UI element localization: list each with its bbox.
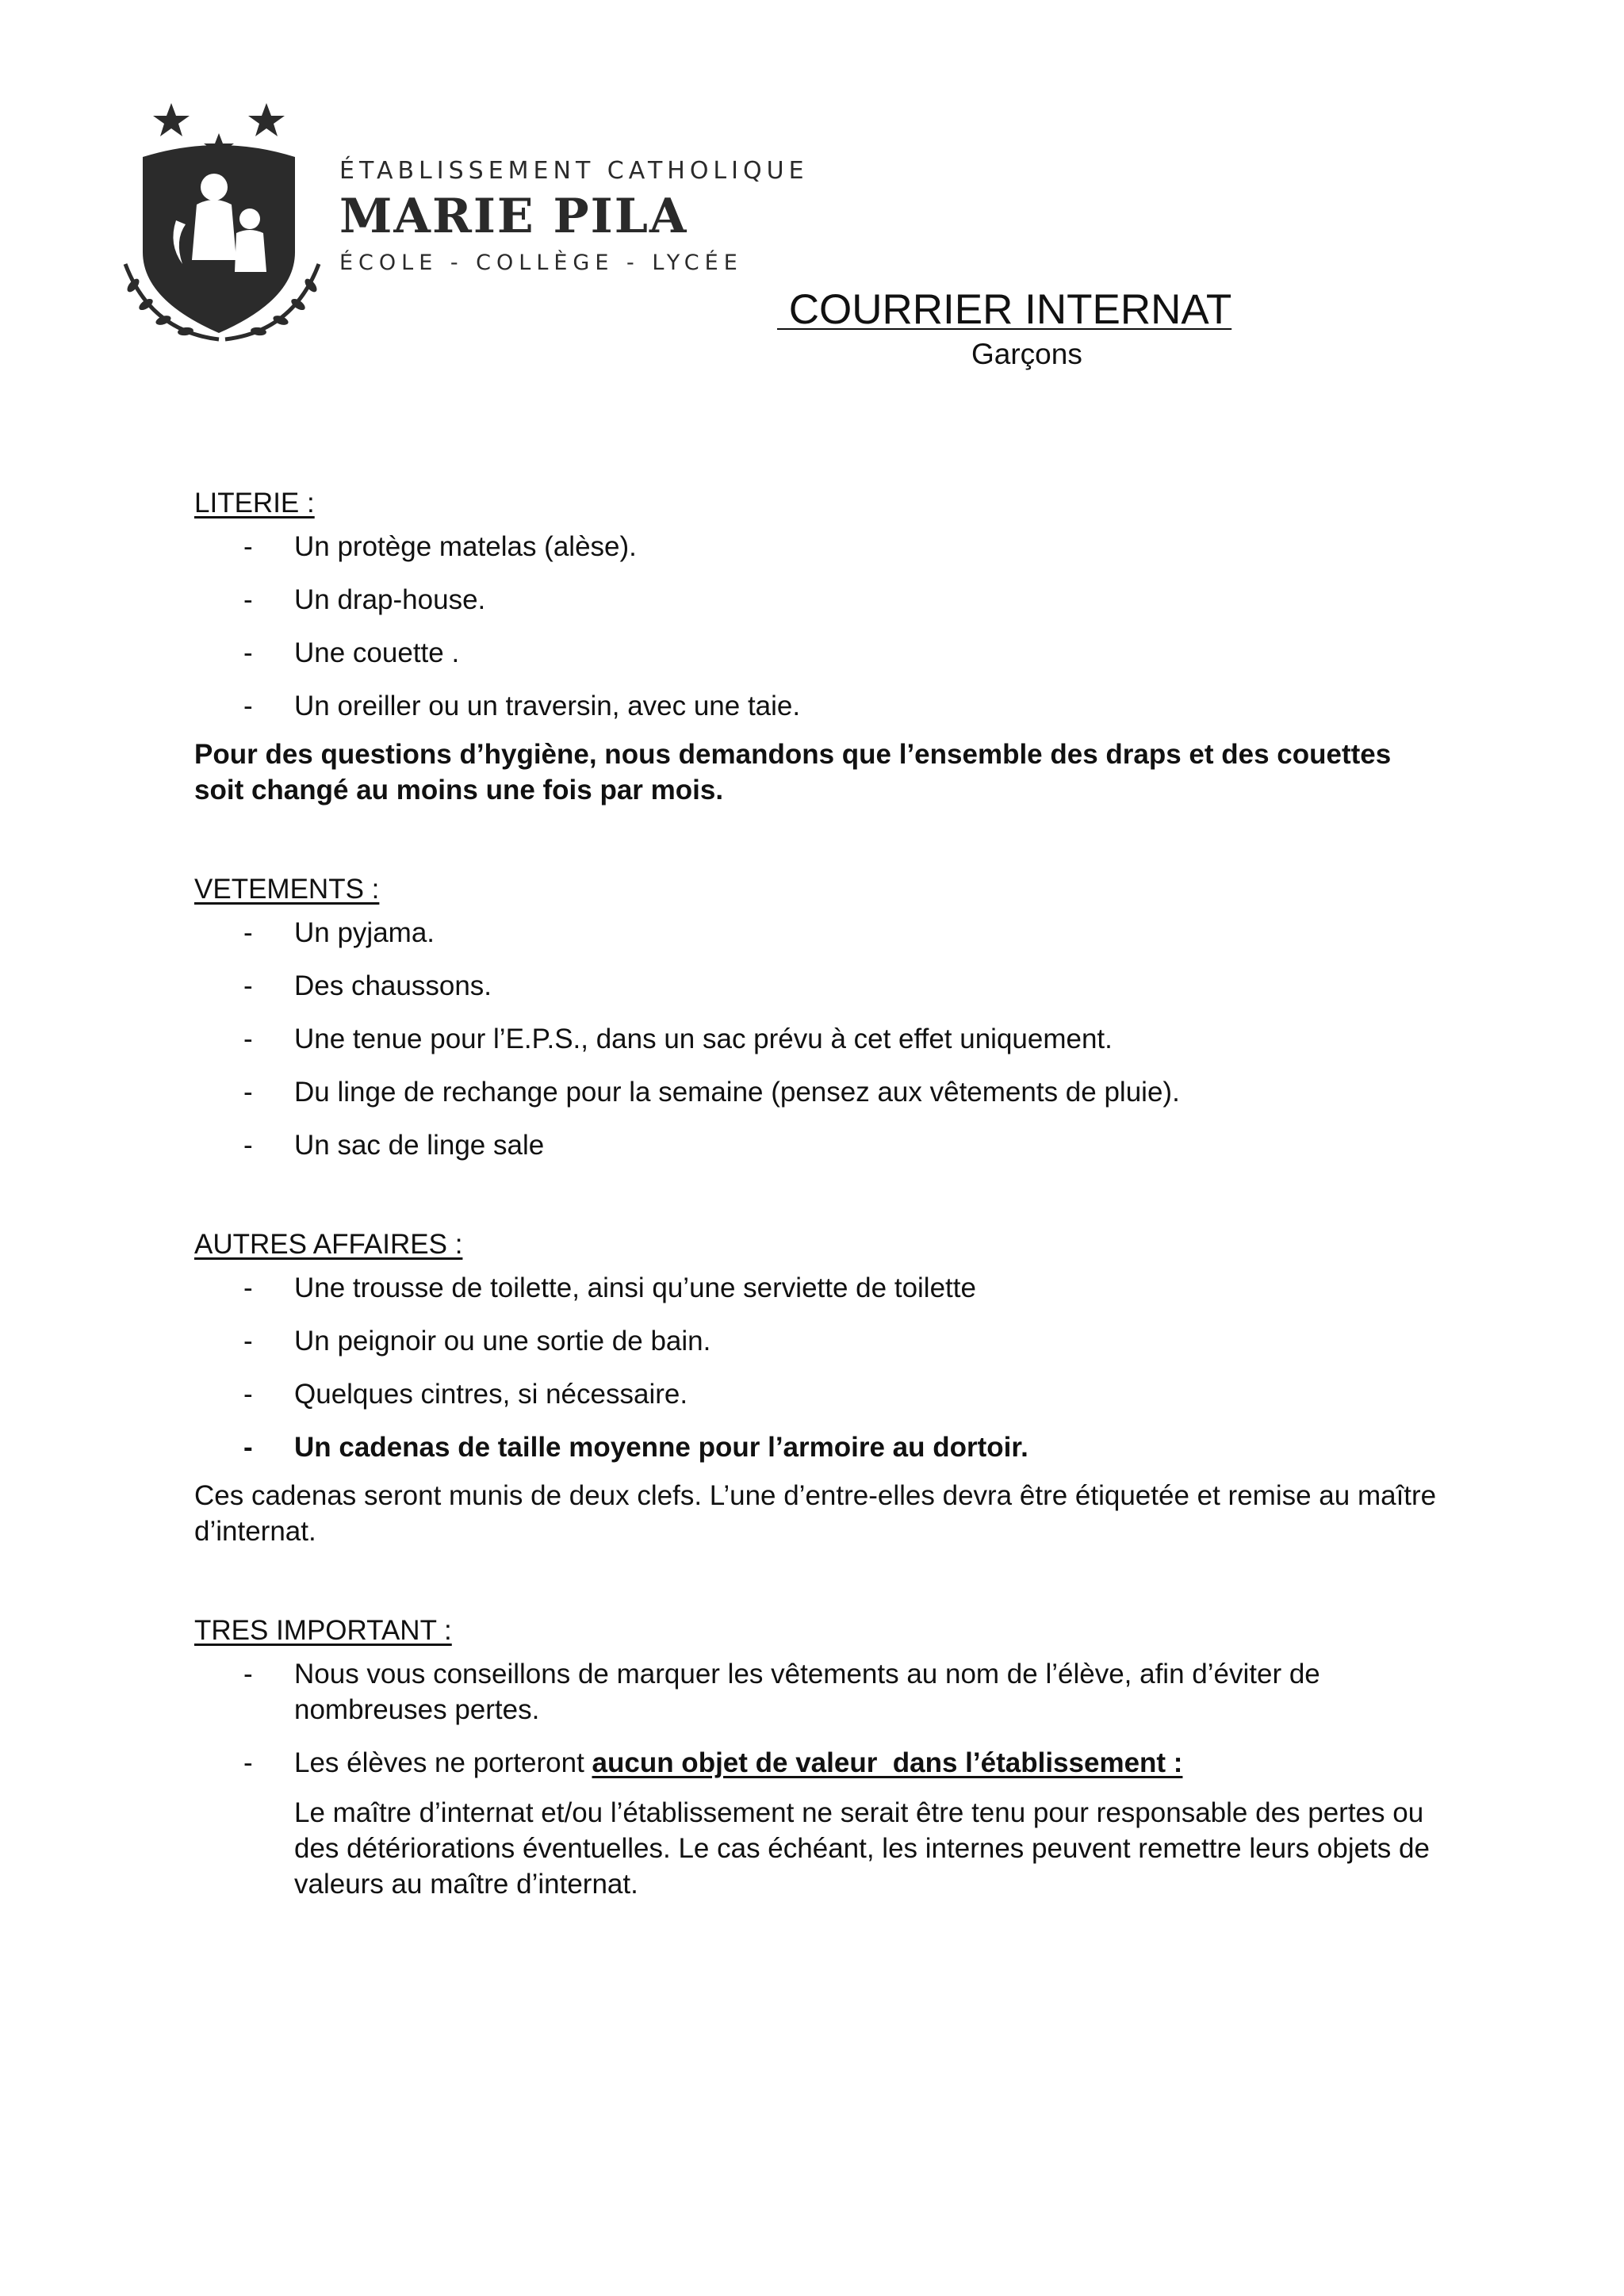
hygiene-note: Pour des questions d’hygiène, nous demandons que l’ensemble des draps et des couettes soit changé au moins une fois par mois. [194, 739, 1392, 806]
list-item: - Nous vous conseillons de marquer les vêtements au nom de l’élève, afin d’éviter de nombreuses pertes. [194, 1656, 1447, 1728]
padlock-note: Ces cadenas seront munis de deux clefs. L’une d’entre-elles devra être étiquetée et remise au maître d’internat. [194, 1480, 1437, 1547]
list-item: - Un oreiller ou un traversin, avec une taie. [194, 688, 1447, 724]
list-item [194, 1745, 1447, 1781]
document-body [194, 485, 1447, 1902]
valuables-warning: aucun objet de valeur dans l’établissement : [592, 1747, 1183, 1778]
section-heading-tres-important: TRES IMPORTANT : [194, 1615, 452, 1646]
section-heading-literie: LITERIE : [194, 488, 315, 519]
list-item: - Une couette . [194, 635, 1447, 671]
section-heading-autres-affaires: AUTRES AFFAIRES : [194, 1229, 463, 1260]
list-item: - Un protège matelas (alèse). [194, 529, 1447, 564]
school-levels-label: ÉCOLE - COLLÈGE - LYCÉE [339, 251, 743, 275]
list-item: - Une tenue pour l’E.P.S., dans un sac prévu à cet effet uniquement. [194, 1021, 1447, 1057]
list-item: - Un pyjama. [194, 915, 1447, 951]
important-list [194, 1656, 1447, 1781]
school-name: MARIE PILA [339, 189, 688, 244]
star-icon [153, 103, 190, 136]
school-type-label: ÉTABLISSEMENT CATHOLIQUE [339, 157, 809, 185]
list-item-padlock: - Un cadenas de taille moyenne pour l’armoire au dortoir. [194, 1429, 1447, 1465]
literie-list [194, 529, 1447, 724]
list-item: - Du linge de rechange pour la semaine (pensez aux vêtements de pluie). [194, 1074, 1447, 1110]
school-crest-logo [119, 101, 325, 347]
liability-paragraph: Le maître d’internat et/ou l’établissement ne serait être tenu pour responsable des pertes ou des détériorations éventuelles. Le cas échéant, les internes peuvent remettre leurs objets de valeurs au maître d’internat. [294, 1797, 1430, 1900]
list-item: - Un sac de linge sale [194, 1127, 1447, 1163]
document-subtitle: Garçons [971, 338, 1082, 370]
list-item: - Un peignoir ou une sortie de bain. [194, 1323, 1447, 1359]
document-title: COURRIER INTERNAT [777, 286, 1232, 333]
school-name-block [339, 155, 809, 277]
list-item: - Un drap-house. [194, 582, 1447, 618]
list-item-text: Les élèves ne porteront [294, 1747, 592, 1778]
autres-list [194, 1270, 1447, 1465]
section-heading-vetements: VETEMENTS : [194, 874, 380, 905]
list-item: - Quelques cintres, si nécessaire. [194, 1376, 1447, 1412]
list-item: - Une trousse de toilette, ainsi qu’une serviette de toilette [194, 1270, 1447, 1306]
vetements-list [194, 915, 1447, 1163]
star-icon [248, 103, 285, 136]
list-item: - Des chaussons. [194, 968, 1447, 1004]
